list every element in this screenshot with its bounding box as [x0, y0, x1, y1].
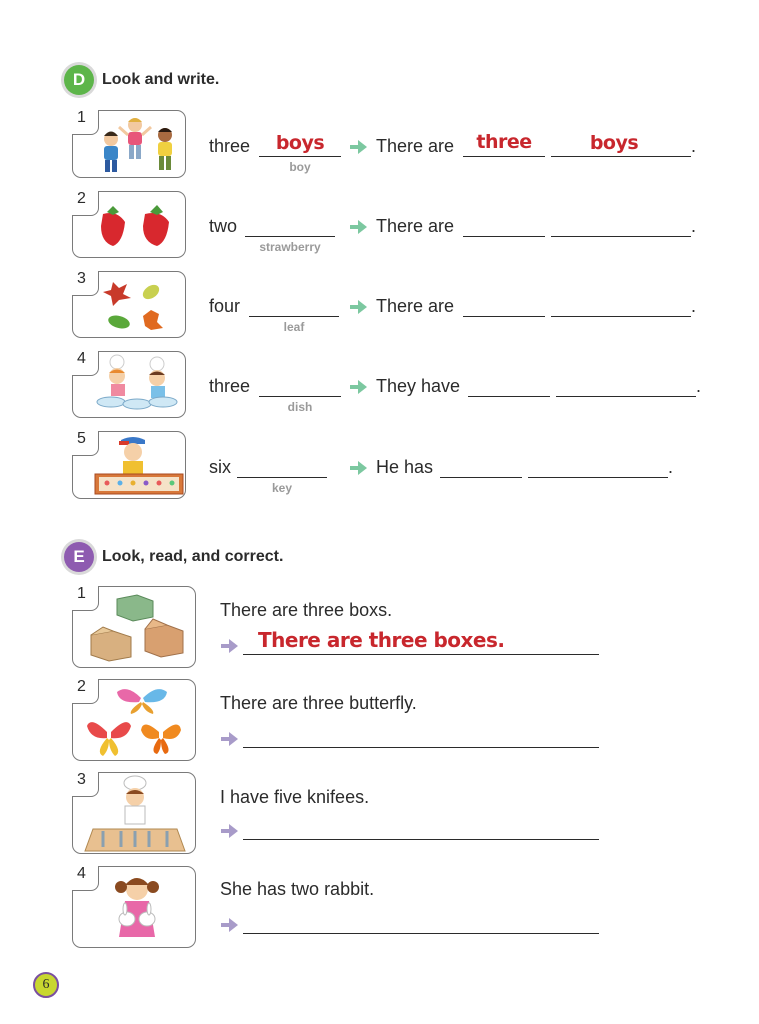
three-butterflies-illustration [73, 680, 197, 762]
picture-frame-e1 [72, 586, 196, 668]
plural-blank[interactable] [551, 214, 691, 237]
item-number: 1 [77, 585, 86, 602]
section-e-badge: E [64, 542, 94, 572]
incorrect-sentence-4: She has two rabbit. [220, 879, 375, 899]
correction-answer-1: There are three boxes. [258, 628, 505, 652]
incorrect-sentence-2: There are three butterfly. [220, 693, 417, 713]
picture-frame-d4 [72, 351, 186, 418]
noun-hint: leaf [283, 320, 305, 334]
page-number: 6 [33, 972, 59, 998]
quantity-word: three [209, 376, 251, 396]
noun-blank[interactable] [237, 455, 327, 478]
noun-hint: key [271, 481, 293, 495]
arrow-right-icon [348, 299, 368, 315]
sentence-lead: He has [376, 457, 434, 477]
period: . [691, 216, 697, 236]
answer-noun: boys [275, 132, 325, 154]
incorrect-sentence-1: There are three boxs. [220, 600, 393, 620]
number-blank[interactable] [463, 214, 545, 237]
number-blank[interactable] [440, 455, 522, 478]
arrow-right-icon [219, 731, 239, 747]
arrow-right-icon [348, 139, 368, 155]
item-number: 2 [77, 190, 86, 207]
noun-blank[interactable] [249, 294, 339, 317]
picture-frame-d3 [72, 271, 186, 338]
item-number: 3 [77, 270, 86, 287]
section-d-header [64, 64, 219, 96]
chef-with-knives-illustration [73, 773, 197, 855]
period: . [691, 136, 697, 156]
section-d-title: Look and write. [102, 71, 220, 88]
arrow-right-icon [348, 379, 368, 395]
number-blank[interactable] [463, 294, 545, 317]
three-boxes-illustration [73, 587, 197, 669]
sentence-lead: There are [376, 136, 455, 156]
plural-blank[interactable] [551, 294, 691, 317]
noun-blank[interactable] [245, 214, 335, 237]
picture-frame-e2 [72, 679, 196, 761]
section-e-title: Look, read, and correct. [102, 548, 284, 565]
quantity-word: six [209, 457, 231, 477]
answer-plural: boys [589, 132, 639, 154]
children-with-dishes-illustration [73, 352, 187, 419]
noun-hint: dish [287, 400, 313, 414]
period: . [696, 376, 702, 396]
arrow-right-icon [348, 460, 368, 476]
girl-with-rabbits-illustration [73, 867, 197, 949]
correction-line-2[interactable] [243, 725, 599, 748]
arrow-right-icon [219, 917, 239, 933]
sentence-lead: There are [376, 296, 455, 316]
picture-frame-d5 [72, 431, 186, 499]
boy-with-keys-illustration [73, 432, 187, 500]
section-d-badge: D [64, 65, 94, 95]
quantity-word: four [209, 296, 241, 316]
item-number: 2 [77, 678, 86, 695]
strawberries-illustration [73, 192, 187, 259]
picture-frame-d2 [72, 191, 186, 258]
noun-blank[interactable] [259, 374, 341, 397]
sentence-lead: There are [376, 216, 455, 236]
item-number: 5 [77, 430, 86, 447]
plural-blank[interactable] [528, 455, 668, 478]
answer-number: three [476, 131, 532, 153]
section-e-header [64, 541, 283, 573]
number-blank[interactable] [468, 374, 550, 397]
quantity-word: three [209, 136, 251, 156]
arrow-right-icon [348, 219, 368, 235]
four-leaves-illustration [73, 272, 187, 339]
period: . [668, 457, 674, 477]
plural-blank[interactable] [556, 374, 696, 397]
item-number: 4 [77, 865, 86, 882]
correction-line-3[interactable] [243, 817, 599, 840]
quantity-word: two [209, 216, 238, 236]
item-number: 4 [77, 350, 86, 367]
correction-line-4[interactable] [243, 911, 599, 934]
picture-frame-e4 [72, 866, 196, 948]
arrow-right-icon [219, 823, 239, 839]
arrow-right-icon [219, 638, 239, 654]
picture-frame-e3 [72, 772, 196, 854]
item-number: 3 [77, 771, 86, 788]
sentence-lead: They have [376, 376, 461, 396]
three-boys-illustration [73, 111, 187, 179]
picture-frame-d1 [72, 110, 186, 178]
period: . [691, 296, 697, 316]
item-number: 1 [77, 109, 86, 126]
noun-hint: boy [289, 160, 311, 174]
noun-hint: strawberry [259, 240, 321, 254]
incorrect-sentence-3: I have five knifees. [220, 787, 370, 807]
